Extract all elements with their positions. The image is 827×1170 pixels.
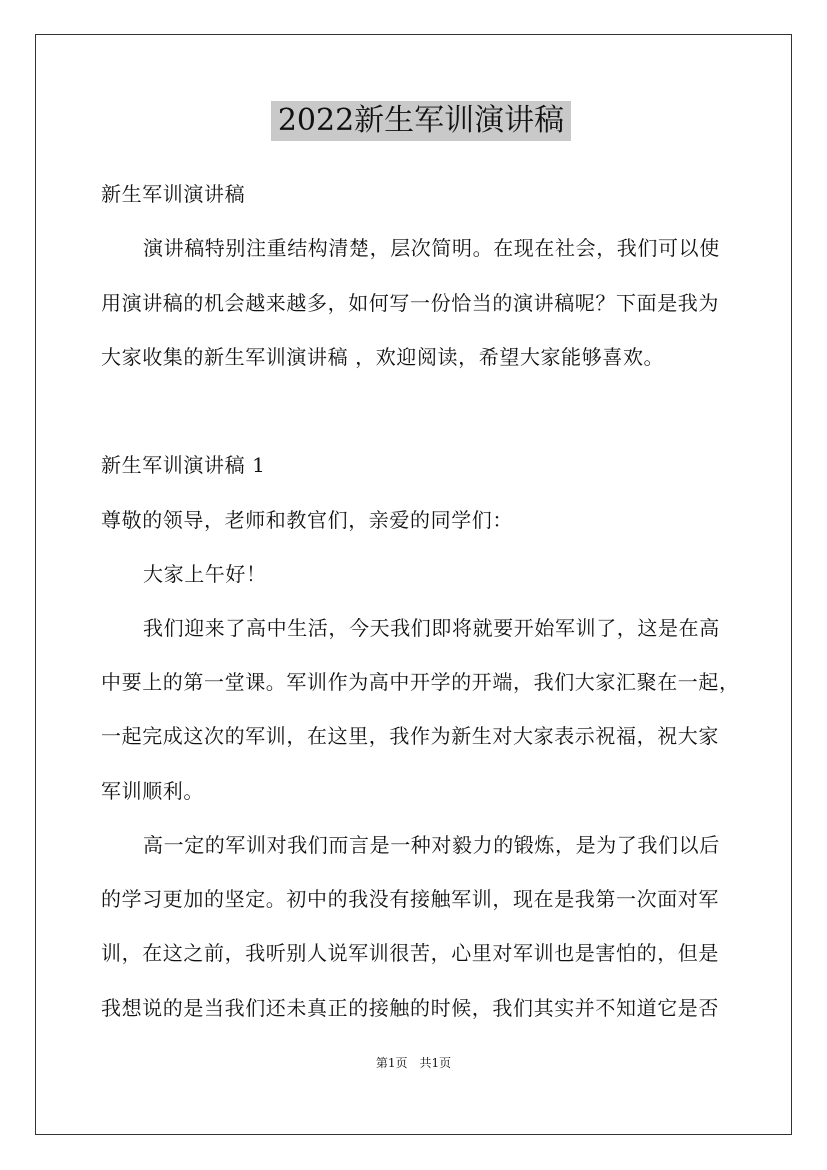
paragraph-line: 用演讲稿的机会越来越多，如何写一份恰当的演讲稿呢？下面是我为 [101, 291, 719, 315]
paragraph-line: 的学习更加的坚定。初中的我没有接触军训，现在是我第一次面对军 [101, 887, 719, 911]
salutation: 尊敬的领导，老师和教官们，亲爱的同学们： [101, 508, 513, 532]
paragraph-line: 我们迎来了高中生活，今天我们即将就要开始军训了，这是在高 [143, 616, 720, 640]
paragraph-line: 我想说的是当我们还未真正的接触的时候，我们其实并不知道它是否 [101, 996, 719, 1020]
section-heading: 新生军训演讲稿 [101, 182, 246, 206]
paragraph-line: 演讲稿特别注重结构清楚，层次简明。在现在社会，我们可以使 [143, 236, 720, 260]
paragraph-line: 训，在这之前，我听别人说军训很苦，心里对军训也是害怕的，但是 [101, 941, 719, 965]
page-footer: 第1页 共1页 [375, 1056, 452, 1070]
greeting: 大家上午好！ [143, 562, 267, 586]
paragraph-line: 军训顺利。 [101, 779, 204, 803]
document-title: 2022新生军训演讲稿 [271, 101, 571, 141]
paragraph-line: 高一定的军训对我们而言是一种对毅力的锻炼，是为了我们以后 [143, 833, 720, 857]
paragraph-line: 大家收集的新生军训演讲稿 ，欢迎阅读，希望大家能够喜欢。 [101, 345, 665, 369]
paragraph-line: 中要上的第一堂课。军训作为高中开学的开端，我们大家汇聚在一起， [101, 670, 740, 694]
section-heading: 新生军训演讲稿 1 [101, 453, 266, 477]
paragraph-line: 一起完成这次的军训，在这里，我作为新生对大家表示祝福，祝大家 [101, 724, 719, 748]
